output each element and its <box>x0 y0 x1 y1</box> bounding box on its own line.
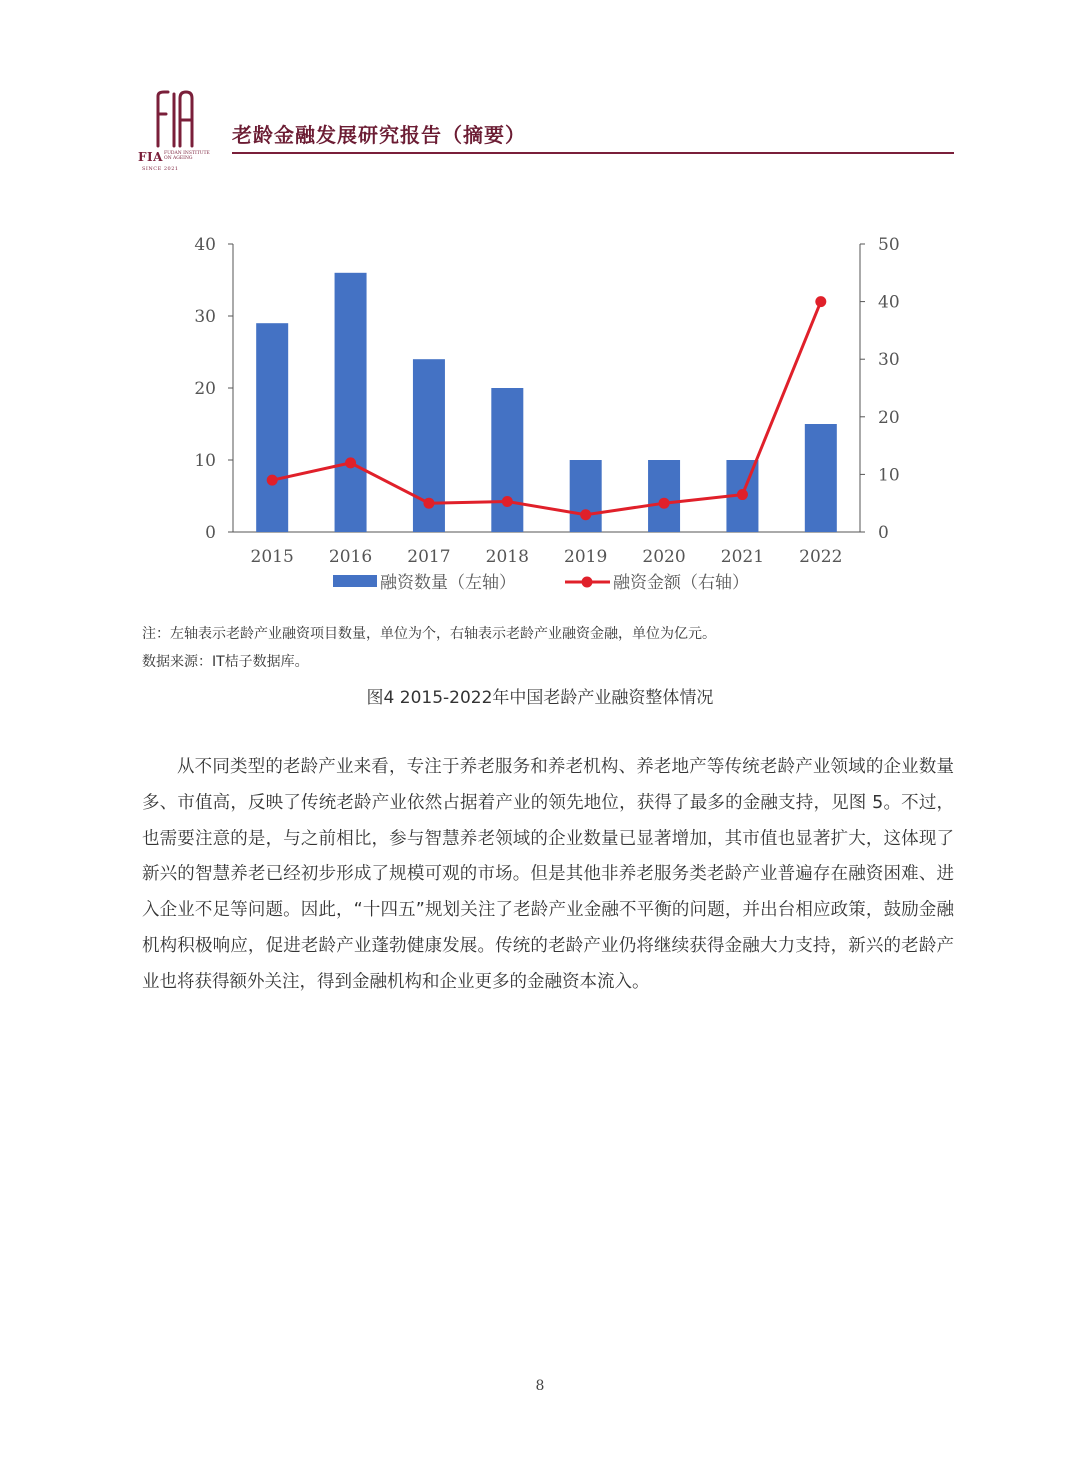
bar <box>256 323 288 532</box>
chart-note: 注：左轴表示老龄产业融资项目数量，单位为个，右轴表示老龄产业融资金融，单位为亿元。 <box>142 626 716 642</box>
legend-line-label: 融资金额（右轴） <box>613 573 749 593</box>
chart-source: 数据来源：IT桔子数据库。 <box>142 654 309 670</box>
x-tick-label: 2020 <box>642 547 686 567</box>
page-number: 8 <box>535 1378 545 1394</box>
logo-text: FIA <box>138 150 163 164</box>
line-point <box>267 475 278 486</box>
fia-logo-mark-icon <box>150 90 198 148</box>
left-tick-label: 10 <box>194 451 216 471</box>
bar <box>805 424 837 532</box>
x-tick-label: 2019 <box>564 547 608 567</box>
figure-caption: 图4 2015-2022年中国老龄产业融资整体情况 <box>366 688 714 708</box>
legend-line-marker <box>582 577 593 588</box>
bar <box>570 460 602 532</box>
right-tick-label: 10 <box>878 465 900 486</box>
line-point <box>345 457 356 468</box>
financing-chart <box>180 226 920 606</box>
x-tick-label: 2015 <box>250 547 294 567</box>
right-tick-label: 50 <box>878 235 900 255</box>
left-tick-label: 0 <box>205 523 216 543</box>
line-point <box>815 296 826 307</box>
page-header <box>138 88 954 174</box>
left-tick-label: 30 <box>194 307 216 327</box>
left-tick-label: 40 <box>194 235 216 255</box>
line-point <box>737 489 748 500</box>
bar <box>648 460 680 532</box>
right-tick-label: 30 <box>878 350 900 371</box>
chart-notes <box>142 620 716 676</box>
logo-since: SINCE 2021 <box>142 166 179 172</box>
x-tick-label: 2021 <box>720 547 765 567</box>
right-tick-label: 20 <box>878 407 900 428</box>
line-point <box>423 498 434 509</box>
bar <box>335 273 367 532</box>
body-paragraph: 从不同类型的老龄产业来看，专注于养老服务和养老机构、养老地产等传统老龄产业领域的企业数量多、市值高，反映了传统老龄产业依然占据着产业的领先地位，获得了最多的金融支持，见图 5。不过，也需要注意的是，与之前相比，参与智慧养老领域的企业数量已显著增加，其市值也显著扩大，这体现了新兴的智慧养老已经初步形成了规模可观的市场。但是其他非养老服务类老龄产业普遍存在融资困难、进入企业不足等问题。因此，“十四五”规划关注了老龄产业金融不平衡的问题，并出台相应政策，鼓励金融机构积极响应，促进老龄产业蓬勃健康发展。传统的老龄产业仍将继续获得金融大力支持，新兴的老龄产业也将获得额外关注，得到金融机构和企业更多的金融资本流入。 <box>142 757 954 992</box>
bar <box>491 388 523 532</box>
line-point <box>659 498 670 509</box>
line-point <box>580 509 591 520</box>
x-tick-label: 2022 <box>799 547 843 567</box>
right-tick-label: 40 <box>878 292 900 313</box>
legend-bar-label: 融资数量（左轴） <box>380 573 516 593</box>
left-tick-label: 20 <box>194 379 216 399</box>
line-point <box>502 496 513 507</box>
fia-logo <box>138 88 214 172</box>
x-tick-label: 2016 <box>328 547 373 567</box>
logo-subtext: FUDAN INSTITUTE ON AGEING <box>164 151 210 161</box>
x-tick-label: 2018 <box>485 547 529 567</box>
x-tick-label: 2017 <box>407 547 451 567</box>
legend-bar-swatch <box>333 575 377 587</box>
right-tick-label: 0 <box>878 523 889 543</box>
header-divider <box>232 152 954 154</box>
report-title: 老龄金融发展研究报告（摘要） <box>232 123 526 147</box>
